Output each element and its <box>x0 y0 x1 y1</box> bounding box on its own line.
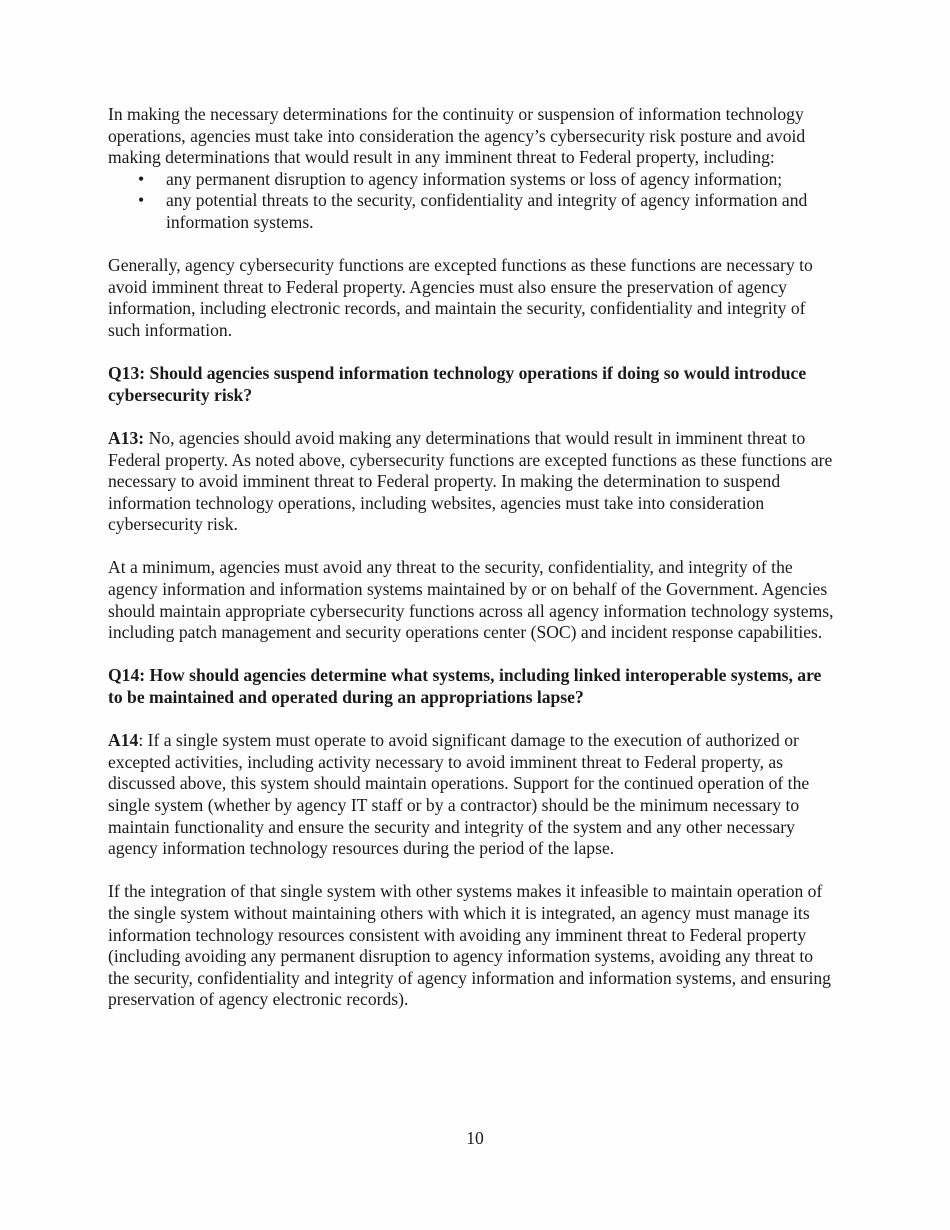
page-number: 10 <box>466 1128 484 1148</box>
a14-label: A14 <box>108 730 139 751</box>
a13-text: No, agencies should avoid making any determinations that would result in imminent threat to Federal property. As noted above, cybersecurity functions are excepted functions as these functions are necessary to avoid imminent threat to Federal property. In making the determination to suspend information technology operations, including websites, agencies must take into consideration cybersecurity risk. <box>108 427 833 535</box>
a13-followup-paragraph: At a minimum, agencies must avoid any threat to the security, confidentiality, and integrity of the agency information and information systems maintained by or on behalf of the Government. Agencies should maintain appropriate cybersecurity functions across all agency information technology systems, including patch management and security operations center (SOC) and incident response capabilities. <box>108 557 834 643</box>
document-body <box>108 104 838 1011</box>
a13-answer <box>108 428 838 536</box>
bullet-item <box>138 168 838 191</box>
a14-followup-paragraph: If the integration of that single system with other systems makes it infeasible to maintain operation of the single system without maintaining others with which it is integrated, an agency must manage its information technology resources consistent with avoiding any imminent threat to Federal property (including avoiding any permanent disruption to agency information systems, avoiding any threat to the security, confidentiality and integrity of agency information and information systems, and ensuring preservation of agency electronic records). <box>108 881 831 1010</box>
a14-text: : If a single system must operate to avoid significant damage to the execution of authorized or excepted activities, including activity necessary to avoid imminent threat to Federal property, as discussed above, this system should maintain operations. Support for the continued operation of the single system (whether by agency IT staff or by a contractor) should be the minimum necessary to maintain functionality and ensure the security and integrity of the system and any other necessary agency information technology resources during the period of the lapse. <box>108 730 810 859</box>
q14-question: Q14: How should agencies determine what systems, including linked interoperable systems, are to be maintained and operated during an appropriations lapse? <box>108 665 822 708</box>
generally-paragraph: Generally, agency cybersecurity functions are excepted functions as these functions are necessary to avoid imminent threat to Federal property. Agencies must also ensure the preservation of agency information, including electronic records, and maintain the security, confidentiality and integrity of such information. <box>108 255 813 340</box>
bullet-text: any potential threats to the security, confidentiality and integrity of agency information and information systems. <box>166 190 808 232</box>
bullet-item <box>138 190 838 233</box>
a14-answer <box>108 730 838 860</box>
bullet-icon: • <box>138 190 145 211</box>
intro-paragraph: In making the necessary determinations for the continuity or suspension of information technology operations, agencies must take into consideration the agency’s cybersecurity risk posture and avoid making determinations that would result in any imminent threat to Federal property, including: <box>108 104 806 168</box>
a13-label: A13: <box>108 427 145 448</box>
bullet-icon: • <box>138 168 145 189</box>
threat-bullet-list <box>108 169 838 234</box>
bullet-text: any permanent disruption to agency information systems or loss of agency information; <box>166 168 783 189</box>
q13-question: Q13: Should agencies suspend information technology operations if doing so would introduce cybersecurity risk? <box>108 363 807 405</box>
